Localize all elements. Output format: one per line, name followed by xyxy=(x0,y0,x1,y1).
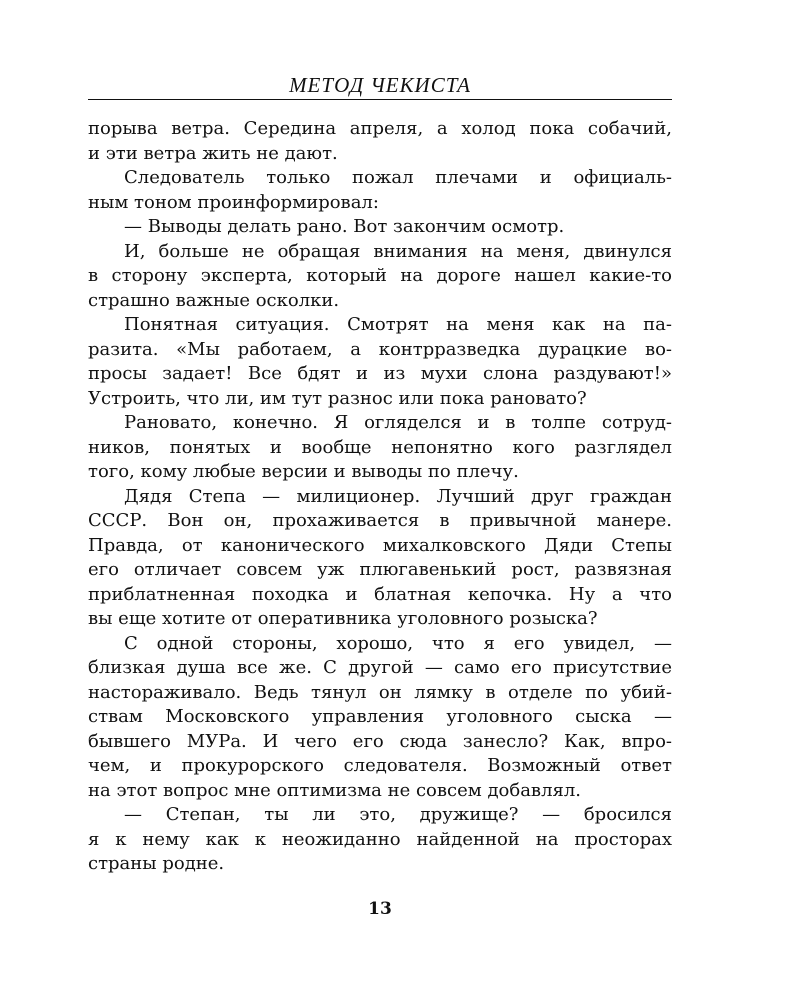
text-line: страшно важные осколки. xyxy=(88,289,340,311)
text-line: Устроить, что ли, им тут разнос или пока рановато? xyxy=(88,387,587,409)
text-line: его отличает совсем уж плюгавенький рост, развязная xyxy=(88,559,672,580)
text-line: ников, понятых и вообще непонятно кого разглядел xyxy=(88,436,672,458)
text-line: порыва ветра. Середина апреля, а холод пока собачий, xyxy=(88,118,672,139)
body-text xyxy=(88,117,672,877)
text-line: того, кому любые версии и выводы по плечу. xyxy=(88,461,519,482)
text-line: чем, и прокурорского следователя. Возможный ответ xyxy=(88,755,672,776)
text-line: разита. «Мы работаем, а контрразведка дурацкие во- xyxy=(88,338,672,360)
text-line: Следователь только пожал плечами и официаль- xyxy=(124,167,672,188)
text-line: Правда, от канонического михалковского Дяди Степы xyxy=(88,534,672,556)
text-line: бывшего МУРа. И чего его сюда занесло? Как, впро- xyxy=(88,730,672,752)
running-head-title: МЕТОД ЧЕКИСТА xyxy=(289,73,471,97)
text-line: СССР. Вон он, прохаживается в привычной манере. xyxy=(88,510,672,531)
text-line: Рановато, конечно. Я огляделся и в толпе сотруд- xyxy=(124,412,672,433)
text-line: и эти ветра жить не дают. xyxy=(88,142,338,164)
text-line: настораживало. Ведь тянул он лямку в отделе по убий- xyxy=(88,681,672,703)
text-line: И, больше не обращая внимания на меня, двинулся xyxy=(124,240,672,262)
text-line: вы еще хотите от оперативника уголовного розыска? xyxy=(88,608,598,629)
text-line: Дядя Степа — милиционер. Лучший друг граждан xyxy=(124,485,672,507)
text-line: страны родне. xyxy=(88,853,225,874)
text-line: близкая душа все же. С другой — само его присутствие xyxy=(88,657,672,678)
text-line: я к нему как к неожиданно найденной на просторах xyxy=(88,828,672,850)
text-line: Понятная ситуация. Смотрят на меня как на па- xyxy=(124,314,672,335)
text-line: — Степан, ты ли это, дружище? — бросился xyxy=(124,804,672,825)
text-line: — Выводы делать рано. Вот закончим осмотр. xyxy=(124,216,565,237)
text-line: С одной стороны, хорошо, что я его увидел, — xyxy=(124,632,672,654)
page-number: 13 xyxy=(368,899,392,919)
text-line: ствам Московского управления уголовного сыска — xyxy=(88,706,672,727)
text-line: ным тоном проинформировал: xyxy=(88,191,379,213)
text-line: на этот вопрос мне оптимизма не совсем добавлял. xyxy=(88,779,582,801)
text-line: просы задает! Все бдят и из мухи слона раздувают!» xyxy=(88,363,672,384)
text-line: в сторону эксперта, который на дороге нашел какие-то xyxy=(88,265,672,286)
text-line: приблатненная походка и блатная кепочка. Ну а что xyxy=(88,583,672,605)
header-rule-divider xyxy=(88,99,672,100)
